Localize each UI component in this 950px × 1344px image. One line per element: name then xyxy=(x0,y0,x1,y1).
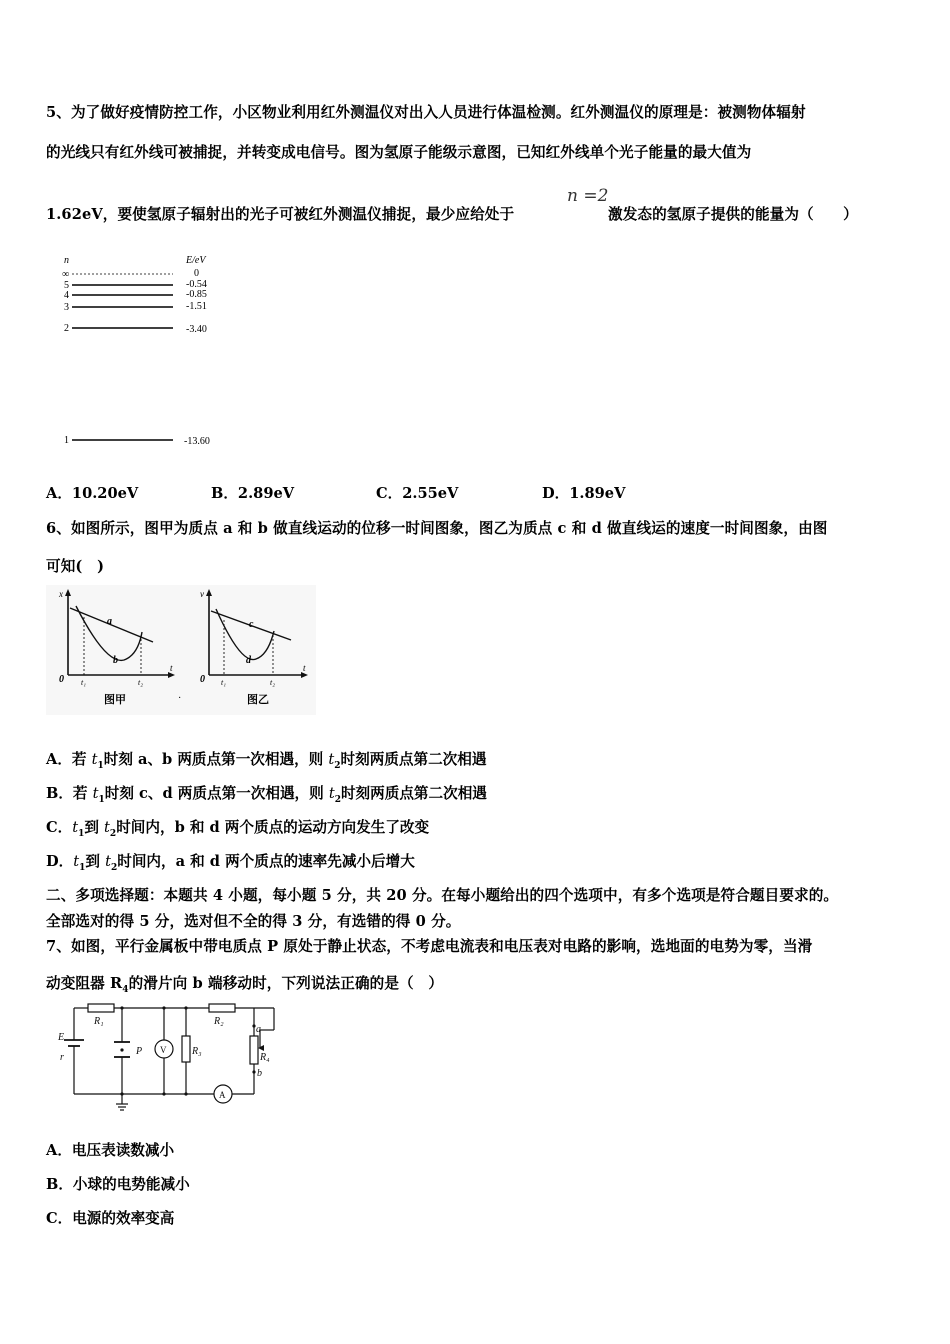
level-e-inf: 0 xyxy=(194,268,199,279)
q6-option-d[interactable]: D．$t_1$到 $t_2$时间内，a 和 d 两个质点的速率先减小后增大 xyxy=(46,853,415,873)
level-n-5: 5 xyxy=(64,280,69,291)
fig1-t2: t₂ xyxy=(138,678,144,687)
fig2-origin: 0 xyxy=(200,674,205,685)
diagram-n-header: n xyxy=(64,255,69,266)
fig2-t2: t₂ xyxy=(270,678,276,687)
resistor-r2 xyxy=(209,1004,235,1012)
q5-option-d[interactable]: D．1.89eV xyxy=(542,485,626,502)
q7-line2: 动变阻器 $R_4$的滑片向 b 端移动时，下列说法正确的是（ ） xyxy=(46,975,444,995)
q6-option-a[interactable]: A．若 $t_1$时刻 a、b 两质点第一次相遇，则 $t_2$时刻两质点第二次相遇 xyxy=(46,751,487,771)
fig2-y-axis: v xyxy=(200,589,204,599)
label-b-end: b xyxy=(257,1068,262,1079)
q6-line1: 6、如图所示，图甲为质点 a 和 b 做直线运动的位移一时间图象，图乙为质点 c 和 d 做直线运的速度一时间图象，由图 xyxy=(46,520,828,537)
q6-option-c[interactable]: C．$t_1$到 $t_2$时间内，b 和 d 两个质点的运动方向发生了改变 xyxy=(46,819,430,839)
level-n-4: 4 xyxy=(64,290,69,301)
q5-line3a: 1.62eV，要使氢原子辐射出的光子可被红外测温仪捕捉，最少应给处于 xyxy=(46,206,515,223)
fig1-curve-a: a xyxy=(107,616,112,627)
label-a-meter: A xyxy=(219,1090,226,1100)
fig1-t-axis: t xyxy=(170,663,173,673)
resistor-r3 xyxy=(182,1036,190,1062)
fig2-curve-c: c xyxy=(249,619,254,630)
q5-option-c[interactable]: C．2.55eV xyxy=(376,485,459,502)
q7-line1: 7、如图，平行金属板中带电质点 P 原处于静止状态，不考虑电流表和电压表对电路的影响，选地面的电势为零，当滑 xyxy=(46,938,813,955)
section2-line2: 全部选对的得 5 分，选对但不全的得 3 分，有选错的得 0 分。 xyxy=(46,913,461,930)
level-n-inf: ∞ xyxy=(62,269,70,280)
circuit-diagram xyxy=(56,1000,296,1112)
q5-line3b: 激发态的氢原子提供的能量为（ ） xyxy=(608,206,858,223)
level-n-1: 1 xyxy=(64,435,69,446)
fig-separator-dot: · xyxy=(178,693,182,704)
fig2-curve-d: d xyxy=(246,655,251,666)
energy-level-diagram xyxy=(58,250,238,455)
fig1-caption: 图甲 xyxy=(104,694,126,706)
q5-option-a[interactable]: A．10.20eV xyxy=(46,485,139,502)
fig2-caption: 图乙 xyxy=(247,694,269,706)
label-r4: R₄ xyxy=(260,1052,270,1063)
level-e-3: -1.51 xyxy=(186,301,207,312)
fig2-t1: t₁ xyxy=(221,678,227,687)
fig1-curve-b: b xyxy=(113,655,118,666)
q6-line2: 可知( ) xyxy=(46,558,105,575)
q5-option-b[interactable]: B．2.89eV xyxy=(211,485,295,502)
level-e-1: -13.60 xyxy=(184,436,210,447)
q7-option-c[interactable]: C．电源的效率变高 xyxy=(46,1210,175,1227)
label-v: V xyxy=(160,1045,167,1055)
q6-figures xyxy=(46,585,316,715)
label-r: r xyxy=(60,1052,64,1063)
level-n-2: 2 xyxy=(64,323,69,334)
diagram-e-header: E/eV xyxy=(186,255,206,266)
level-e-5: -0.54 xyxy=(186,279,207,290)
level-n-3: 3 xyxy=(64,302,69,313)
level-e-2: -3.40 xyxy=(186,324,207,335)
q5-line2: 的光线只有红外线可被捕捉，并转变成电信号。图为氢原子能级示意图，已知红外线单个光子能量的最大值为 xyxy=(46,144,752,161)
label-p: P xyxy=(136,1046,143,1057)
label-e: E xyxy=(58,1032,65,1043)
q5-line1: 5、为了做好疫情防控工作，小区物业利用红外测温仪对出入人员进行体温检测。红外测温仪的原理是：被测物体辐射 xyxy=(46,104,806,121)
level-e-4: -0.85 xyxy=(186,289,207,300)
label-a-end: a xyxy=(256,1024,261,1035)
rheostat-slider-arrow xyxy=(258,1045,264,1051)
section2-line1: 二、多项选择题：本题共 4 小题，每小题 5 分，共 20 分。在每小题给出的四个选项中，有多个选项是符合题目要求的。 xyxy=(46,887,839,904)
q7-option-a[interactable]: A．电压表读数减小 xyxy=(46,1142,175,1159)
q7-option-b[interactable]: B．小球的电势能减小 xyxy=(46,1176,190,1193)
resistor-r1 xyxy=(88,1004,114,1012)
q5-math-n2: n =2 xyxy=(567,186,609,206)
fig2-t-axis: t xyxy=(303,663,306,673)
fig1-y-axis: x xyxy=(59,589,63,599)
label-r1: R₁ xyxy=(94,1016,104,1027)
fig1-origin: 0 xyxy=(59,674,64,685)
q6-option-b[interactable]: B．若 $t_1$时刻 c、d 两质点第一次相遇，则 $t_2$时刻两质点第二次相遇 xyxy=(46,785,487,805)
label-r2: R₂ xyxy=(214,1016,224,1027)
fig1-t1: t₁ xyxy=(81,678,87,687)
resistor-r4 xyxy=(250,1036,258,1064)
label-r3: R₃ xyxy=(192,1046,202,1057)
